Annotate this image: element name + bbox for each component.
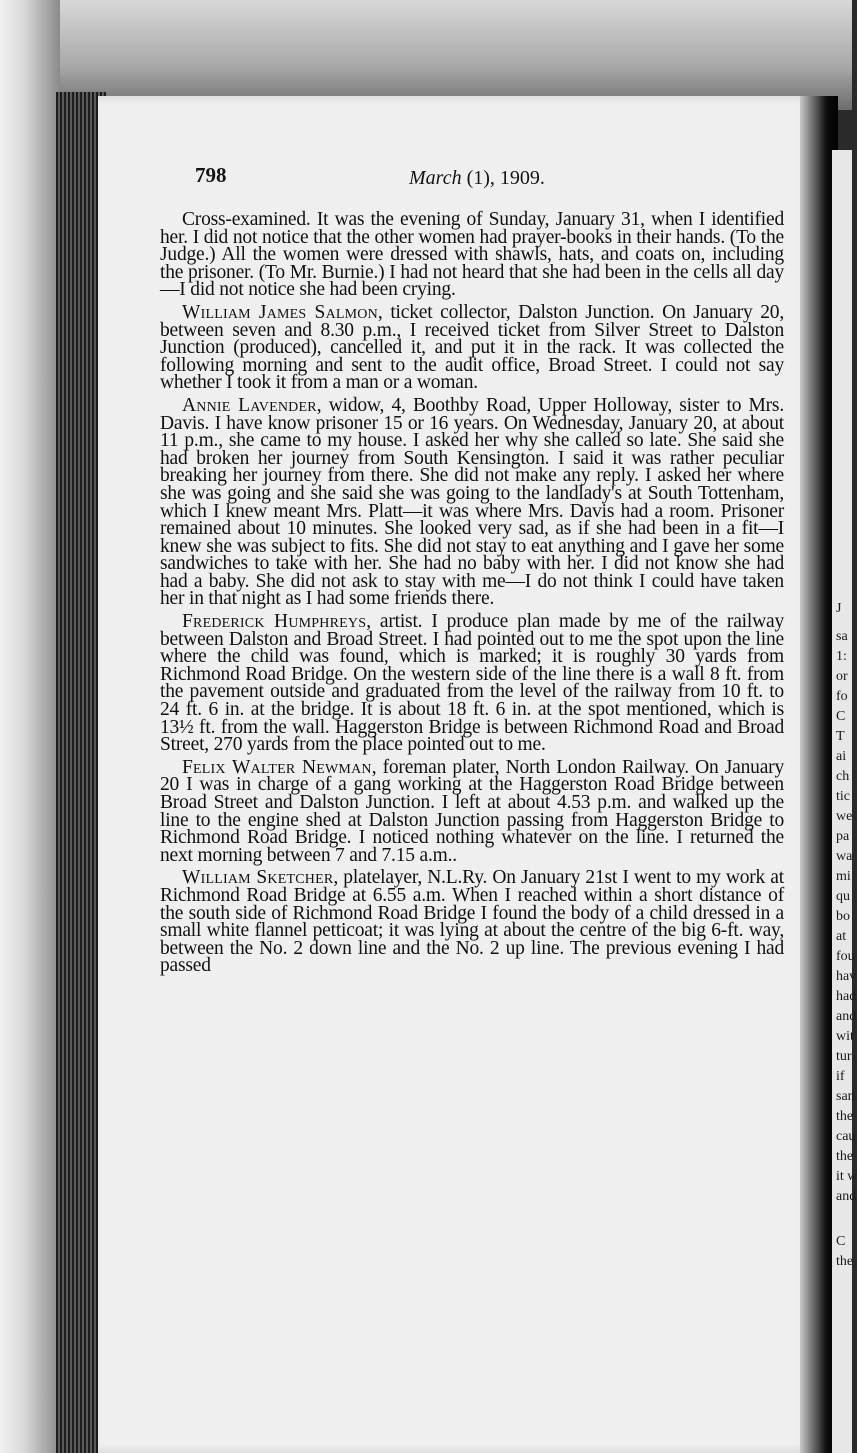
- facing-page-fragment: or: [836, 669, 848, 684]
- witness-name: William Sketcher: [182, 867, 334, 889]
- testimony-text: , widow, 4, Boothby Road, Upper Holloway, sister to Mrs. Davis. I have know prisoner 15 or 16 years. On Wednesday, January 20, at about 11 p.m., she came to my house. I asked her why she called so late. She said she had broken her journey from South Kensington. I said it was rather peculiar breaking her journey from there. She did not make any reply. I asked her where she was going and she said she was going to the landlady's at South Tottenham, which I knew meant Mrs. Platt—it was where Mrs. Davis had a room. Prisoner remained about 10 minutes. She looked very sad, as if she had been in a fit—I knew she was subject to fits. She did not stay to eat anything and I gave her some sandwiches to take with her. She had no baby with her. I did not know she had had a baby. She did not ask to stay with me—I do not think I could have taken her in that night as I had some friends there.: [160, 394, 785, 610]
- running-head: [409, 167, 545, 190]
- witness-name: Frederick Humphreys: [182, 611, 367, 633]
- scan-background-top: [0, 0, 852, 110]
- testimony-paragraph: [160, 301, 784, 394]
- testimony-text: , ticket collector, Dalston Junction. On January 20, between seven and 8.30 p.m., I received ticket from Silver Street to Dalston Junction (produced), cancelled it, and put it in the rack. It was collected the following morning and sent to the audit office, Broad Street. I could not say whether I took it from a man or a woman.: [160, 301, 784, 394]
- facing-page-fragment: tur: [836, 1049, 852, 1064]
- testimony-text: , artist. I produce plan made by me of the railway between Dalston and Broad Street. I had pointed out to me the spot upon the line where the child was found, which is marked; it is roughly 30 yards from Richmond Road Bridge. On the western side of the line there is a wall 8 ft. from the pavement outside and graduated from the level of the railway from 10 ft. to 24 ft. 6 in. at the bridge. It is about 18 ft. 6 in. at the spot mentioned, which is 13½ ft. from the wall. Haggerston Bridge is between Richmond Road and Broad Street, 270 yards from the place pointed out to me.: [160, 611, 785, 756]
- facing-page-fragment: fou: [836, 949, 855, 964]
- scan-background-left: [0, 0, 60, 1453]
- facing-page-fragment: the: [836, 1149, 854, 1164]
- facing-page-fragment: if: [836, 1069, 845, 1084]
- facing-page-fragment: C: [836, 709, 846, 724]
- facing-page-fragment: wa: [836, 849, 853, 864]
- testimony-text: , platelayer, N.L.Ry. On January 21st I went to my work at Richmond Road Bridge at 6.55 a.m. When I reached within a short distance of the south side of Richmond Road Bridge I found the body of a child dressed in a small white flannel petticoat; it was lying at about the centre of the big 6-ft. way, between the No. 2 down line and the No. 2 up line. The previous evening I had passed: [160, 867, 784, 977]
- facing-page-fragment: ai: [836, 749, 847, 764]
- witness-name: William James Salmon: [182, 301, 378, 323]
- facing-page-fragment: C: [836, 1234, 846, 1249]
- facing-page-fragment: mi: [836, 869, 851, 884]
- testimony-text: Cross-examined. It was the evening of Sunday, January 31, when I identified her. I did not notice that the other women had prayer-books in their hands. (To the Judge.) All the women were dressed with shawls, hats, and coats on, including the prisoner. (To Mr. Burnie.) I had not heard that she had been in the cells all day—I did not notice she had been crying.: [160, 209, 784, 301]
- page-header: [195, 163, 615, 197]
- testimony-paragraph: [160, 394, 785, 610]
- body-text: [160, 211, 784, 980]
- witness-name: Felix Walter Newman: [182, 756, 372, 778]
- running-head-month: March: [409, 167, 462, 189]
- facing-page-fragment: bo: [836, 909, 850, 924]
- facing-page-fragment: and: [836, 1189, 857, 1204]
- facing-page-fragment: at: [836, 929, 847, 944]
- facing-page-fragment: it w: [836, 1169, 857, 1184]
- facing-page-strip: [832, 150, 857, 1453]
- testimony-text: , foreman plater, North London Railway. On January 20 I was in charge of a gang working at the Haggerston Road Bridge between Broad Street and Dalston Junction. I left at about 4.53 p.m. and walked up the line to the engine shed at Dalston Junction passing from Haggerston Bridge to Richmond Road Bridge. I noticed nothing whatever on the line. I returned the next morning between 7 and 7.15 a.m..: [160, 756, 784, 866]
- facing-page-fragment: T: [836, 729, 845, 744]
- facing-page-fragment: tic: [836, 789, 850, 804]
- facing-page-fragment: and: [836, 1009, 857, 1024]
- testimony-paragraph: [160, 211, 784, 299]
- facing-page-fragment: wit: [836, 1029, 854, 1044]
- facing-page-fragment: the: [836, 1109, 854, 1124]
- facing-page-fragment: ch: [836, 769, 850, 784]
- facing-page-fragment: fo: [836, 689, 848, 704]
- witness-name: Annie Lavender: [182, 394, 317, 416]
- page-number: 798: [195, 163, 227, 187]
- facing-page-fragment: we: [836, 809, 853, 824]
- facing-page-fragment: qu: [836, 889, 850, 904]
- facing-page-fragment: sa: [836, 629, 848, 644]
- running-head-date: (1), 1909.: [461, 167, 545, 189]
- testimony-paragraph: [160, 869, 784, 975]
- facing-page-fragment: san: [836, 1089, 855, 1104]
- facing-page-fragment: hav: [836, 969, 857, 984]
- facing-page-fragment: J: [836, 601, 842, 616]
- facing-page-fragment: had: [836, 989, 857, 1004]
- testimony-paragraph: [160, 613, 784, 754]
- facing-page-fragment: cau: [836, 1129, 856, 1144]
- facing-page-fragment: pa: [836, 829, 850, 844]
- facing-page-fragment: the: [836, 1254, 854, 1269]
- testimony-paragraph: [160, 756, 784, 866]
- facing-page-fragment: 1:: [836, 649, 847, 664]
